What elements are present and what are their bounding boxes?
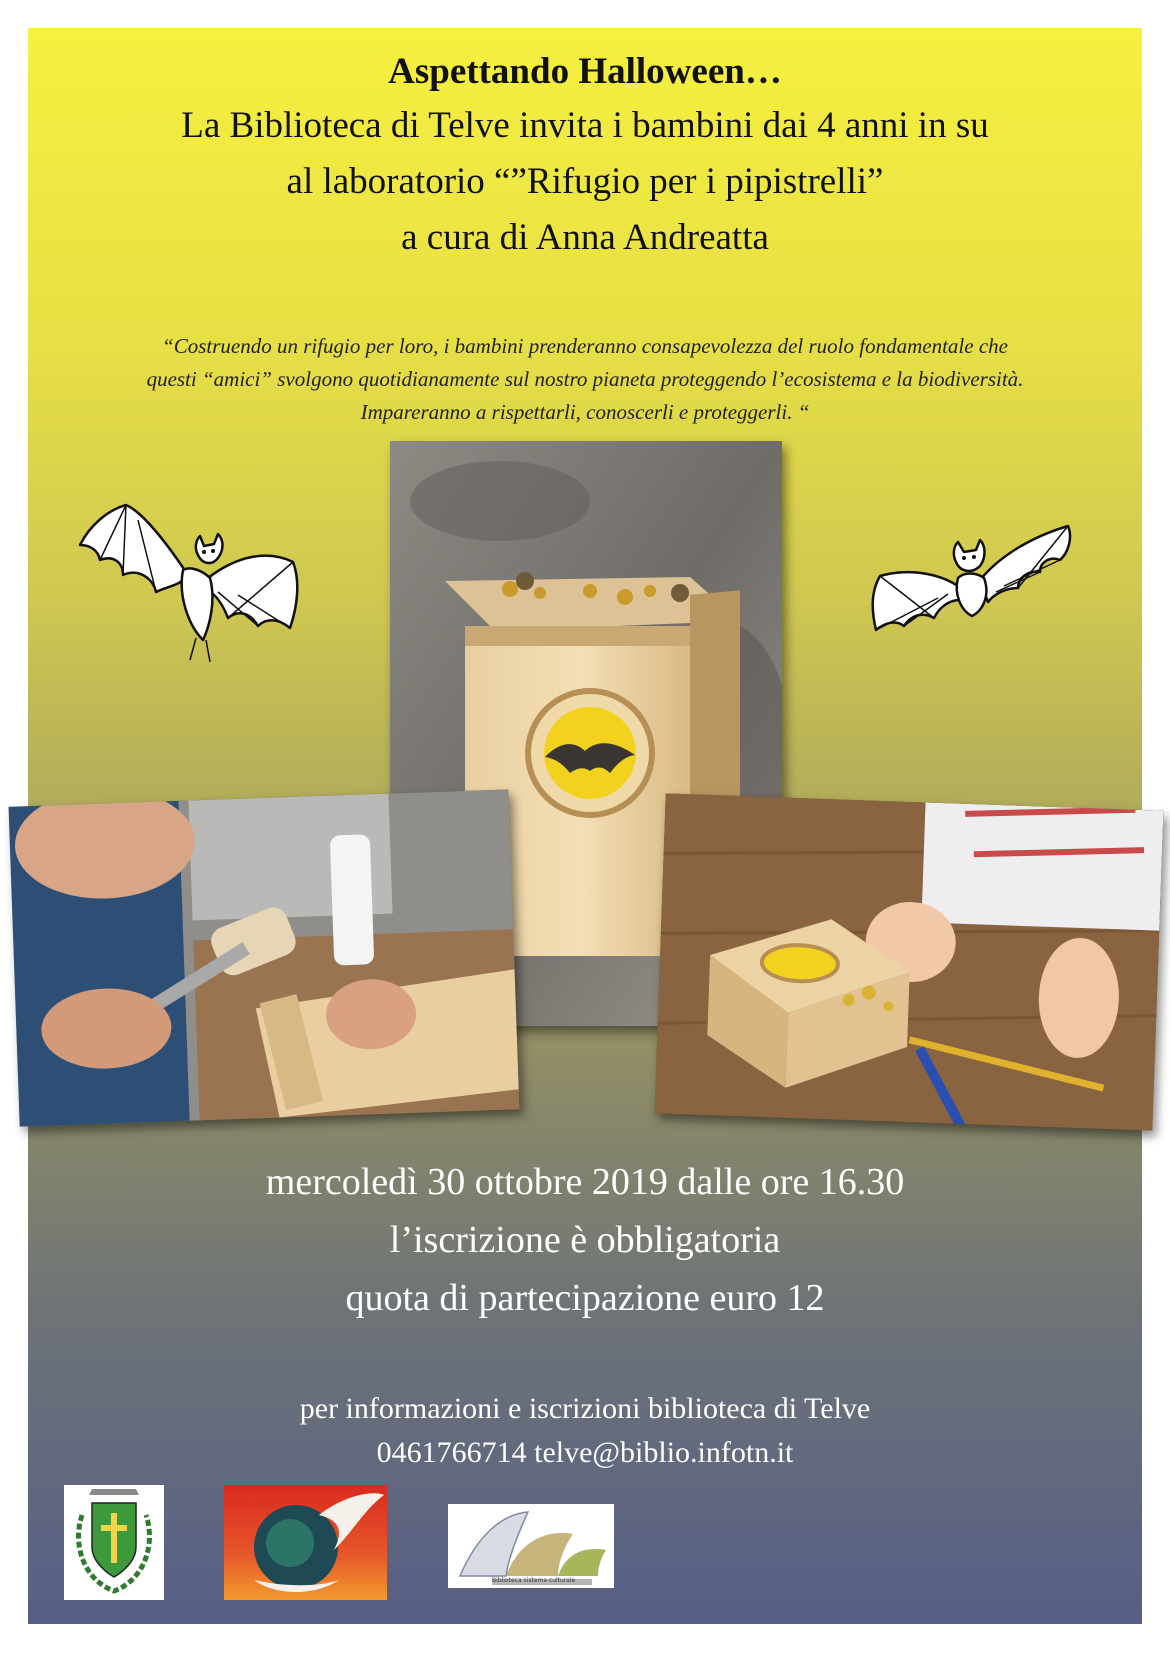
heading-line-4: a cura di Anna Andreatta	[401, 217, 769, 258]
bat-left-icon	[78, 500, 308, 670]
registration-notice: l’iscrizione è obbligatoria	[389, 1219, 781, 1261]
globe-logo	[224, 1485, 387, 1600]
heading-line-3: al laboratorio “”Rifugio per i pipistrelli”	[286, 161, 884, 202]
event-date: mercoledì 30 ottobre 2019 dalle ore 16.30	[265, 1161, 905, 1203]
bat-right-icon	[868, 518, 1078, 648]
coat-of-arms-logo	[64, 1485, 164, 1600]
contact-line-2: 0461766714 telve@biblio.infotn.it	[376, 1436, 794, 1469]
logo-caption: Biblioteca sistema culturale	[492, 1577, 576, 1584]
quote-line: questi “amici” svolgono quotidianamente sul nostro pianeta proteggendo l’ecosistema e la biodiversità.	[146, 367, 1024, 391]
photo-child-hammer	[9, 789, 520, 1126]
quote-line: Impareranno a rispettarli, conoscerli e proteggerli. “	[360, 400, 810, 424]
heading-title: Aspettando Halloween…	[388, 51, 782, 92]
participation-fee: quota di partecipazione euro 12	[345, 1277, 825, 1319]
contact-line-1: per informazioni e iscrizioni biblioteca di Telve	[299, 1392, 871, 1425]
heading-line-2: La Biblioteca di Telve invita i bambini dai 4 anni in su	[181, 105, 989, 146]
sistema-bibliotecario-logo	[448, 1504, 614, 1588]
photo-hands-decorating	[655, 793, 1164, 1130]
quote-block	[30, 330, 1140, 429]
quote-line: “Costruendo un rifugio per loro, i bambini prenderanno consapevolezza del ruolo fondamentale che	[162, 334, 1008, 358]
